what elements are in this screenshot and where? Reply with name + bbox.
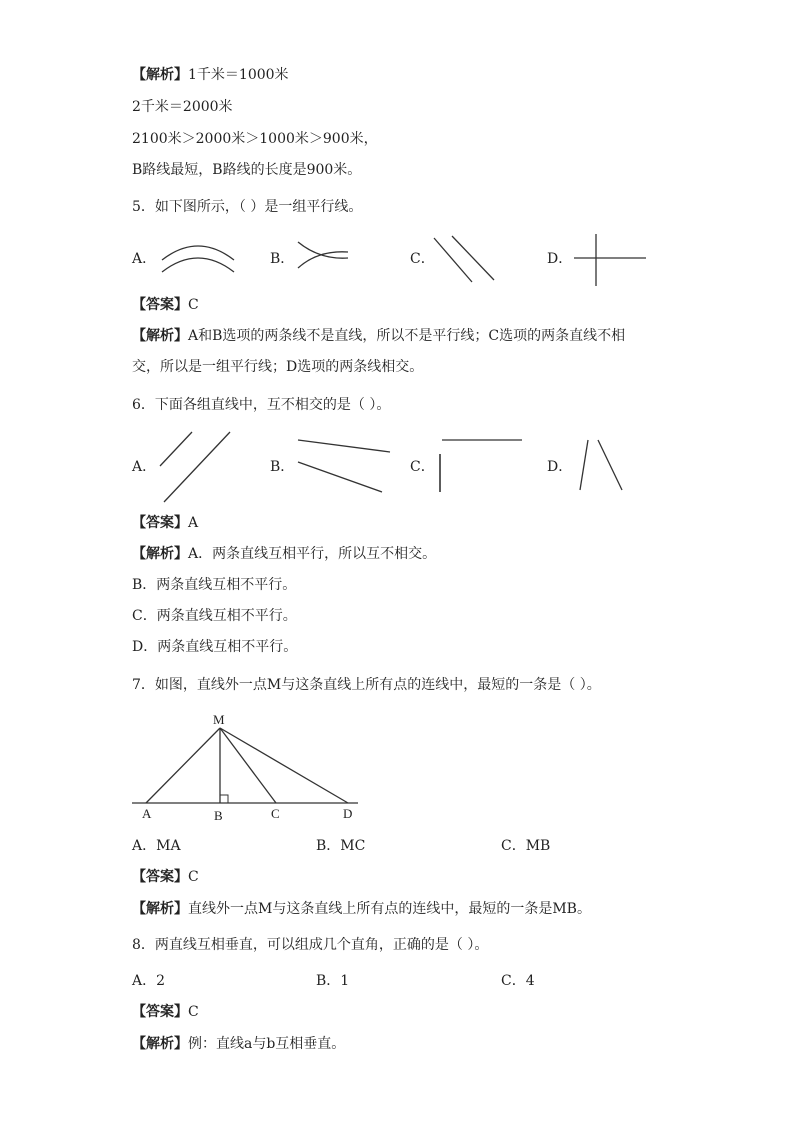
explanation-text: 直线外一点M与这条直线上所有点的连线中，最短的一条是MB。 <box>188 901 591 917</box>
question-6: 6．下面各组直线中，互不相交的是（ ）。 <box>132 397 391 413</box>
question-7: 7．如图，直线外一点M与这条直线上所有点的连线中，最短的一条是（ ）。 <box>132 677 601 693</box>
q5-a-lower-arc <box>162 258 234 272</box>
q8-option-a: A．2 <box>132 973 166 989</box>
q5-option-b-figure <box>294 238 354 272</box>
q8-option-c: C．4 <box>501 973 535 989</box>
q5-option-b-label: B． <box>270 251 295 267</box>
explanation-text: 例：直线a与b互相垂直。 <box>188 1036 346 1052</box>
q7-option-b: B．MC <box>316 838 366 854</box>
q7-label-m: M <box>213 712 225 727</box>
explanation-line-3: 2100米＞2000米＞1000米＞900米， <box>132 131 378 147</box>
q6-option-c-label: C． <box>410 459 435 475</box>
explanation-line-4: B路线最短，B路线的长度是900米。 <box>132 162 362 178</box>
q6-explanation-3: C．两条直线互相不平行。 <box>132 608 297 624</box>
q5-option-c-figure <box>432 234 498 284</box>
q6-option-b-figure <box>296 436 394 496</box>
q5-c-line-2 <box>452 236 494 280</box>
q5-explanation-1 <box>132 327 625 345</box>
explanation-line-2: 2千米＝2000米 <box>132 99 233 115</box>
explanation-text: A．两条直线互相平行，所以互不相交。 <box>188 546 437 562</box>
q6-explanation-4: D．两条直线互相不平行。 <box>132 639 298 655</box>
explanation-text: A和B选项的两条线不是直线，所以不是平行线；C选项的两条直线不相 <box>188 328 626 344</box>
q8-explanation <box>132 1035 345 1053</box>
q6-d-line-2 <box>598 440 622 490</box>
q5-explanation-2: 交，所以是一组平行线；D选项的两条线相交。 <box>132 359 424 375</box>
q7-segment-md <box>220 728 348 803</box>
explanation-tag: 【解析】 <box>132 1036 188 1052</box>
q5-option-c-label: C． <box>410 251 435 267</box>
question-8: 8．两直线互相垂直，可以组成几个直角，正确的是（ ）。 <box>132 937 489 953</box>
answer-tag: 【答案】 <box>132 869 188 885</box>
q5-option-a-label: A． <box>132 251 157 267</box>
explanation-line-1 <box>132 66 289 84</box>
q7-answer <box>132 868 199 886</box>
q6-option-c-figure <box>436 436 526 494</box>
question-5: 5．如下图所示，（ ）是一组平行线。 <box>132 199 363 215</box>
q6-option-a-label: A． <box>132 459 157 475</box>
q7-figure <box>130 710 362 822</box>
q6-b-line-1 <box>298 440 390 452</box>
q6-answer <box>132 514 198 532</box>
q6-option-d-figure <box>576 436 628 494</box>
answer-value: C <box>188 869 199 885</box>
q8-option-b: B．1 <box>316 973 350 989</box>
answer-value: A <box>188 515 199 531</box>
explanation-tag: 【解析】 <box>132 901 188 917</box>
answer-value: C <box>188 297 199 313</box>
explanation-tag: 【解析】 <box>132 328 188 344</box>
q7-segment-mc <box>220 728 276 803</box>
answer-tag: 【答案】 <box>132 515 188 531</box>
answer-value: C <box>188 1004 199 1020</box>
q5-answer <box>132 296 199 314</box>
q5-c-line-1 <box>434 238 472 282</box>
q5-b-lower-curve <box>298 252 348 268</box>
q5-option-d-label: D． <box>547 251 573 267</box>
q6-b-line-2 <box>298 462 382 492</box>
q5-b-upper-curve <box>298 242 348 258</box>
explanation-tag: 【解析】 <box>132 546 188 562</box>
q7-label-a: A <box>142 806 152 821</box>
answer-tag: 【答案】 <box>132 297 188 313</box>
answer-tag: 【答案】 <box>132 1004 188 1020</box>
q6-option-b-label: B． <box>270 459 295 475</box>
q7-option-a: A．MA <box>132 838 181 854</box>
q7-label-d: D <box>343 806 353 821</box>
q7-label-b: B <box>214 808 223 823</box>
explanation-text: 1千米＝1000米 <box>188 67 289 83</box>
q7-segment-ma <box>146 728 220 803</box>
q8-answer <box>132 1003 199 1021</box>
explanation-tag: 【解析】 <box>132 67 188 83</box>
q6-explanation-2: B．两条直线互相不平行。 <box>132 577 297 593</box>
q6-a-line-1 <box>160 432 192 466</box>
q6-option-a-figure <box>158 428 234 506</box>
q7-right-angle-mark <box>220 795 228 803</box>
q6-option-d-label: D． <box>547 459 573 475</box>
q5-option-d-figure <box>570 232 650 288</box>
q6-d-line-1 <box>580 440 588 490</box>
q6-explanation-1 <box>132 545 436 563</box>
q7-option-c: C．MB <box>501 838 551 854</box>
q5-option-a-figure <box>160 234 240 280</box>
q7-explanation <box>132 900 591 918</box>
q7-label-c: C <box>271 806 280 821</box>
q6-a-line-2 <box>164 432 230 502</box>
